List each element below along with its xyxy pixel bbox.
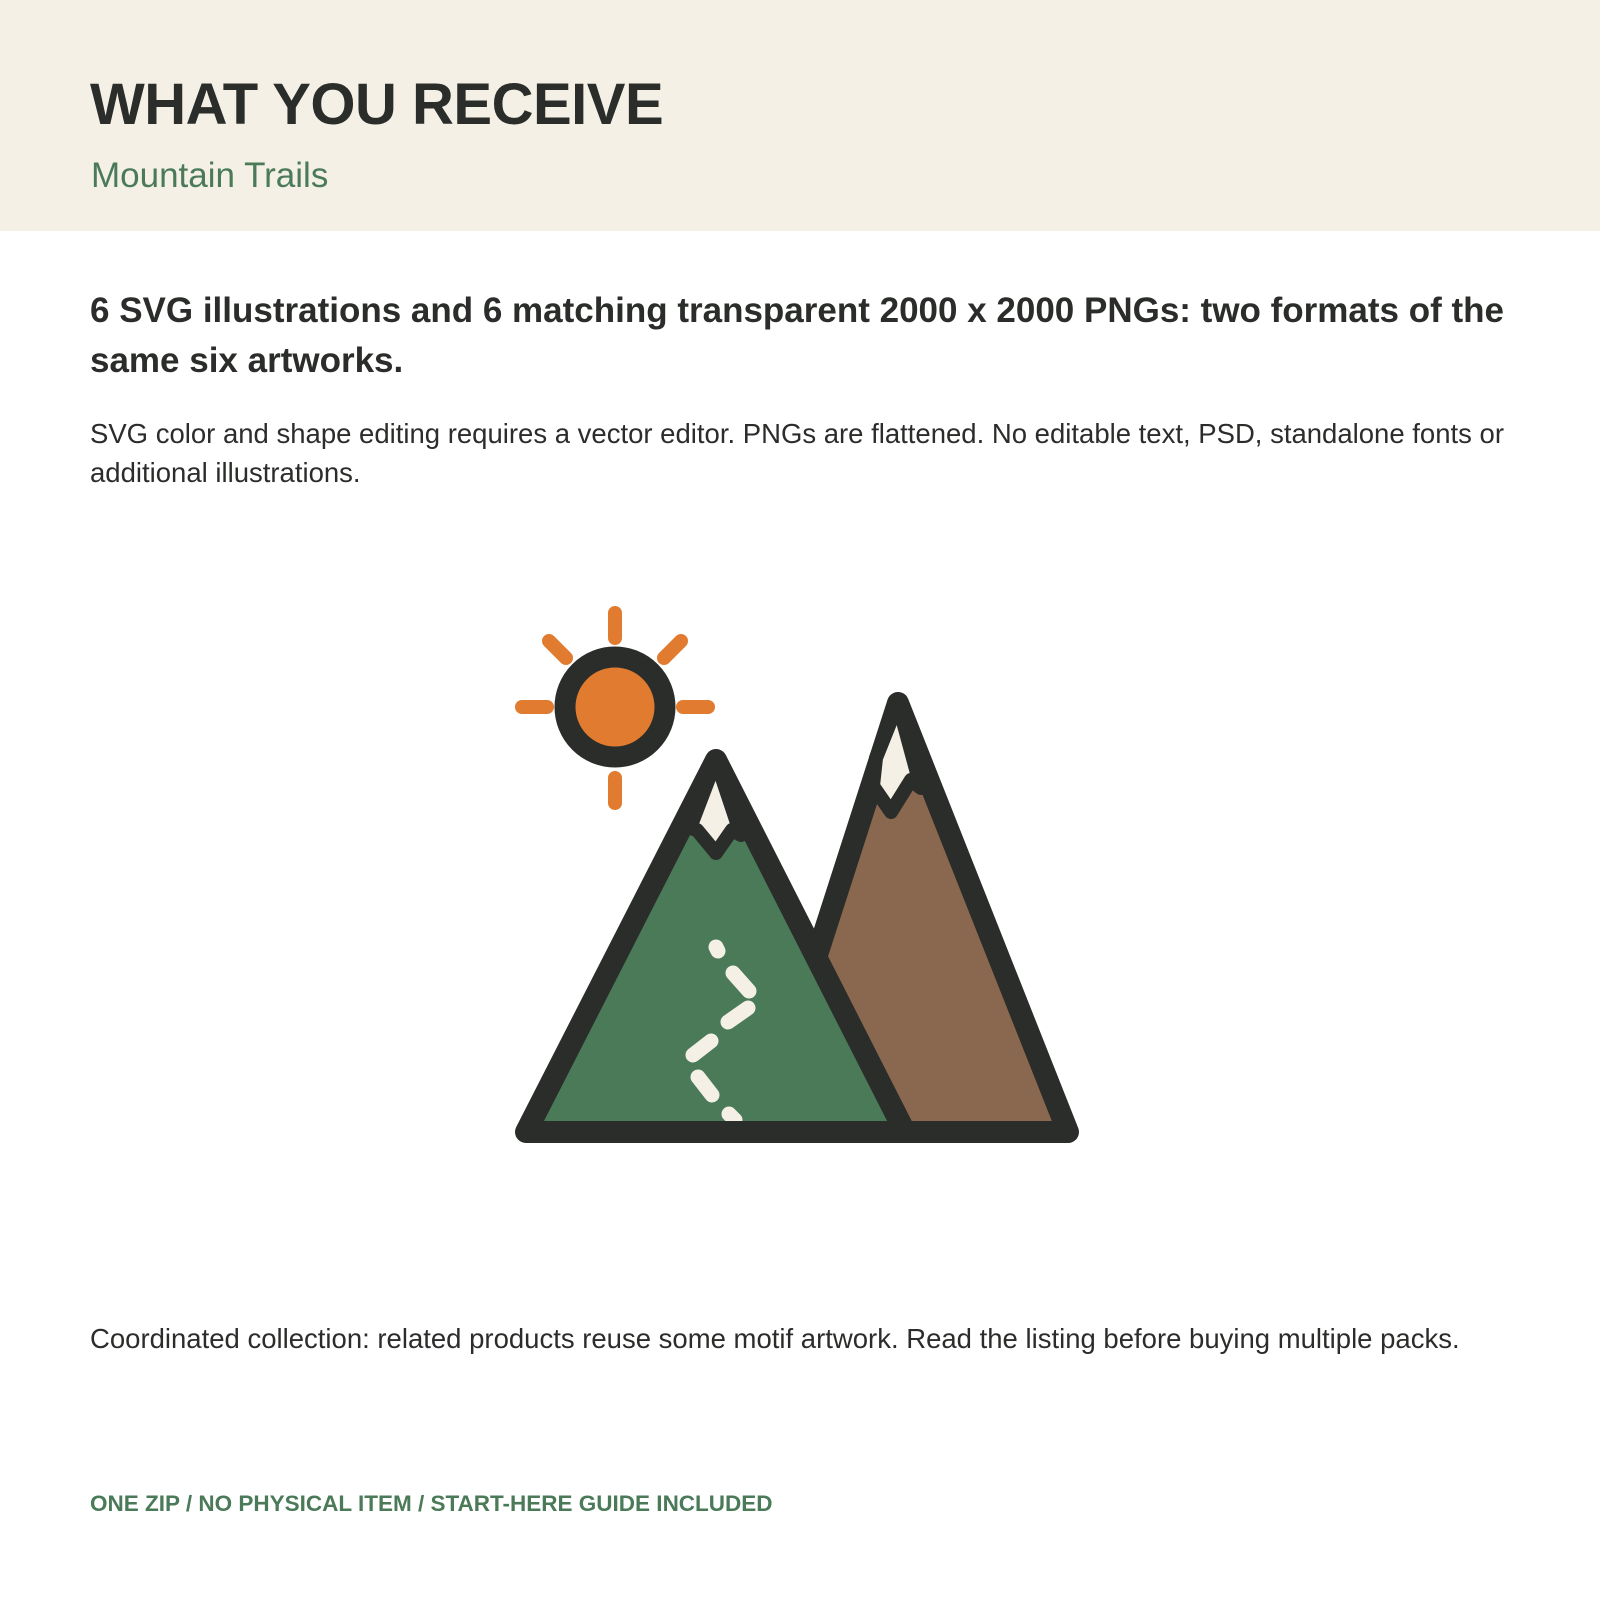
brown-mountain-shape [760, 703, 1068, 1132]
brown-mountain-snowcap [873, 703, 921, 812]
sun-icon [565, 657, 665, 757]
product-headline: 6 SVG illustrations and 6 matching transparent 2000 x 2000 PNGs: two formats of the same six artworks. [90, 291, 1504, 380]
page-title: WHAT YOU RECEIVE [90, 72, 664, 137]
trail-path [693, 947, 749, 1120]
green-mountain-snowcap [690, 760, 741, 853]
green-mountain-shape [526, 760, 905, 1132]
format-note: SVG color and shape editing requires a vector editor. PNGs are flattened. No editable text, PSD, standalone fonts or additional illustrations. [90, 418, 1504, 488]
collection-note: Coordinated collection: related products reuse some motif artwork. Read the listing before buying multiple packs. [90, 1323, 1460, 1354]
collection-subtitle: Mountain Trails [91, 156, 329, 195]
header-band [0, 0, 1600, 231]
sun-rays-icon [522, 613, 708, 803]
delivery-footer: ONE ZIP / NO PHYSICAL ITEM / START-HERE GUIDE INCLUDED [90, 1491, 773, 1516]
